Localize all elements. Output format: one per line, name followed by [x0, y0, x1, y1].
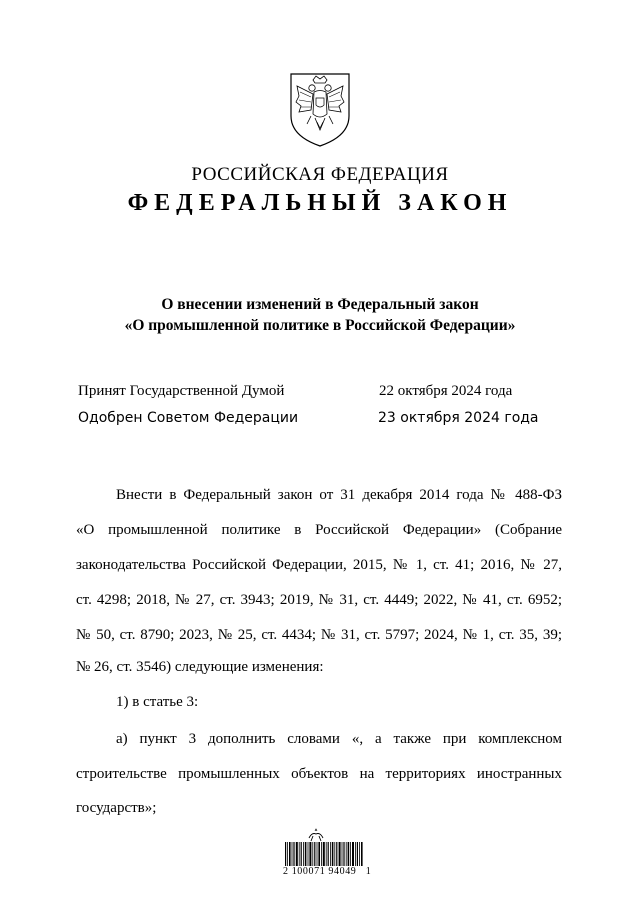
- item-1a-line: государств»;: [76, 800, 157, 816]
- law-title-line-2: «О промышленной политике в Российской Федерации»: [124, 317, 516, 334]
- small-eagle-mark-icon: [307, 828, 325, 842]
- law-title-line-1: О внесении изменений в Федеральный закон: [161, 296, 479, 313]
- paragraph-1-line: «О промышленной политике в Российской Федерации» (Собрание: [76, 522, 562, 538]
- item-1a-line: строительстве промышленных объектов на территориях иностранных: [76, 766, 562, 782]
- paragraph-1-line: ст. 4298; 2018, № 27, ст. 3943; 2019, № 31, ст. 4449; 2022, № 41, ст. 6952;: [76, 592, 562, 608]
- barcode-icon: [285, 842, 363, 866]
- paragraph-1-line: законодательства Российской Федерации, 2015, № 1, ст. 41; 2016, № 27,: [76, 557, 562, 573]
- approved-by-council-label: Одобрен Советом Федерации: [78, 410, 299, 426]
- item-1a-line: а) пункт 3 дополнить словами «, а также при комплексном: [116, 731, 562, 747]
- adopted-by-duma-date: 22 октября 2024 года: [379, 383, 513, 399]
- approved-by-council-date: 23 октября 2024 года: [378, 410, 539, 426]
- coat-of-arms-emblem-icon: [287, 70, 353, 148]
- country-name: РОССИЙСКАЯ ФЕДЕРАЦИЯ: [191, 164, 449, 185]
- document-type-heading: ФЕДЕРАЛЬНЫЙ ЗАКОН: [127, 190, 513, 216]
- barcode-number: 2 100071 94049 1: [283, 866, 372, 877]
- item-1-article-3: 1) в статье 3:: [116, 694, 199, 710]
- paragraph-1-line: Внести в Федеральный закон от 31 декабря 2014 года № 488-ФЗ: [116, 487, 562, 503]
- adopted-by-duma-label: Принят Государственной Думой: [78, 383, 285, 399]
- paragraph-1-line: № 50, ст. 8790; 2023, № 25, ст. 4434; № 31, ст. 5797; 2024, № 1, ст. 35, 39;: [76, 627, 562, 643]
- paragraph-1-line: № 26, ст. 3546) следующие изменения:: [76, 659, 324, 675]
